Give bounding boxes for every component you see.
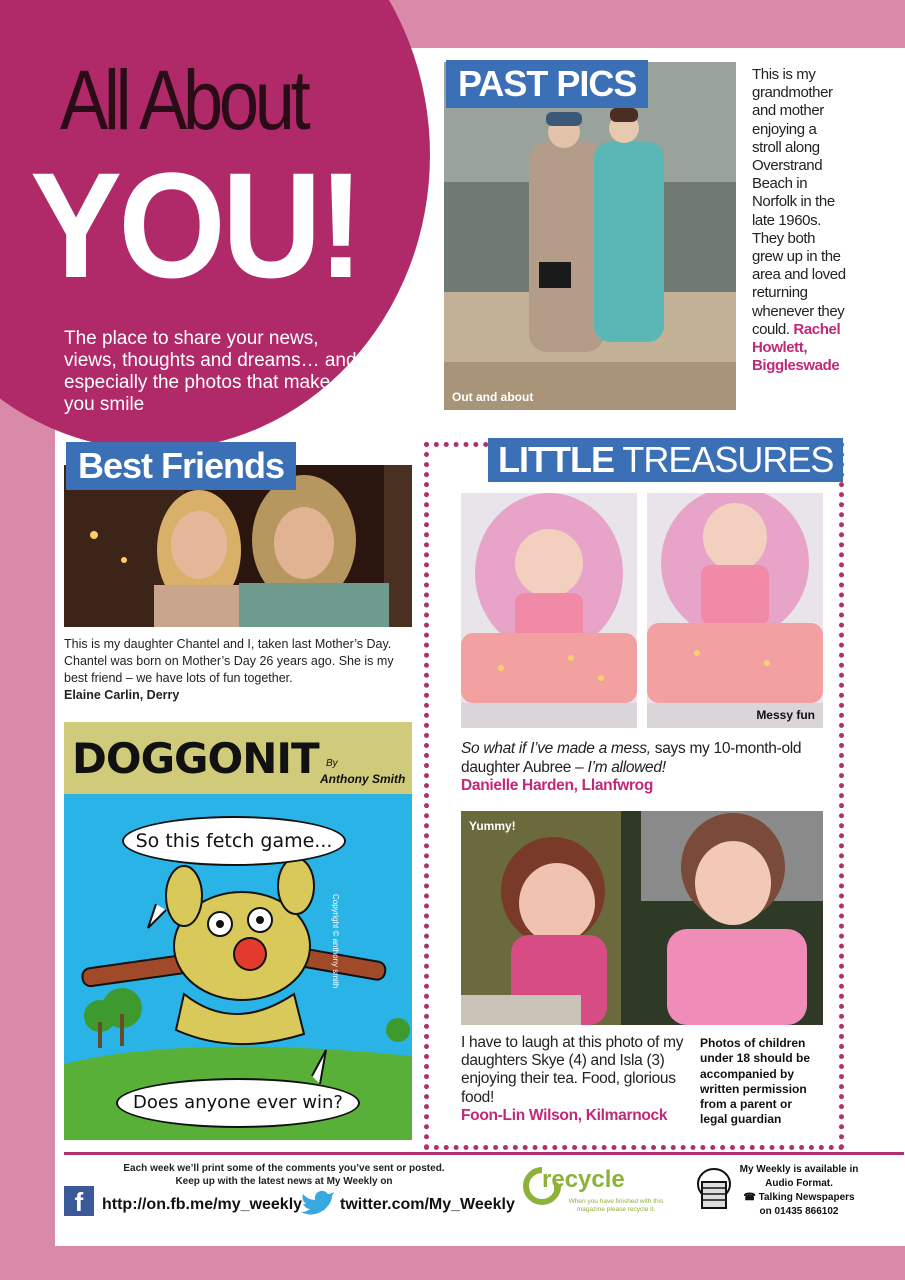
sisters-photo: [461, 811, 823, 1025]
intro-text: The place to share your news, views, thoughts and dreams… and especially the photos that make you smile: [64, 328, 357, 415]
facebook-link[interactable]: http://on.fb.me/my_weekly: [102, 1196, 303, 1213]
comic-artist: Anthony Smith: [320, 772, 406, 786]
comic-bubble-2: Does anyone ever win?: [116, 1078, 360, 1128]
treasures-caption-1-italic2: I’m allowed!: [587, 758, 666, 776]
comic-title: DOGGONIT: [72, 734, 319, 783]
past-pics-photo: [444, 62, 736, 410]
baby-photo-overlay: Messy fun: [756, 708, 815, 722]
recycle-small: When you have finished with this magazine please recycle it.: [568, 1198, 664, 1213]
sisters-photo-overlay: Yummy!: [469, 819, 516, 833]
recycle-word: recycle: [542, 1166, 625, 1193]
treasures-caption-2: [461, 1034, 691, 1125]
audio-format-text: [736, 1163, 862, 1219]
title-line1: All About: [60, 53, 307, 147]
past-pics-label: PAST PICS: [446, 60, 648, 108]
comic-bubble-1: So this fetch game...: [122, 816, 346, 866]
baby-photo-2: [647, 493, 823, 728]
audio-line-2: ☎ Talking Newspapers on 01435 866102: [743, 1192, 855, 1217]
treasures-caption-1-mid: says my 10-month-old daughter Aubree –: [461, 740, 802, 776]
past-pics-overlay: Out and about: [452, 390, 534, 404]
comic-copyright: Copyright © anthony smith: [331, 894, 340, 989]
baby-photo-1: [461, 493, 637, 728]
past-pics-text: This is my grandmother and mother enjoying a stroll along Overstrand Beach in Norfolk in the late 1960s. They both grew up in the area and loved returning whenever they could.: [752, 66, 846, 338]
talking-newspapers-icon: [694, 1166, 734, 1214]
treasures-author-1: Danielle Harden, Llanfwrog: [461, 777, 654, 794]
best-friends-author: Elaine Carlin, Derry: [64, 688, 180, 702]
little-treasures-label-bold: LITTLE: [498, 439, 614, 480]
best-friends-label: Best Friends: [66, 442, 296, 490]
recycle-logo: [520, 1166, 680, 1218]
comic-panel: [64, 794, 412, 1140]
past-pics-author: Rachel Howlett, Biggleswade: [752, 320, 841, 375]
title-line2: YOU!: [30, 141, 361, 309]
photo-permission-notice: Photos of children under 18 should be accompanied by written permission from a parent or legal guardian: [700, 1036, 811, 1127]
treasures-caption-2-text: I have to laugh at this photo of my daughters Skye (4) and Isla (3) enjoying their tea. Food, glorious food!: [461, 1034, 684, 1106]
little-treasures-label: [488, 438, 843, 482]
treasures-caption-1: [461, 740, 821, 796]
little-treasures-label-light: TREASURES: [622, 439, 834, 480]
treasures-caption-1-italic: So what if I’ve made a mess,: [461, 740, 651, 757]
comic-strip: [64, 722, 412, 1140]
treasures-author-2: Foon-Lin Wilson, Kilmarnock: [461, 1106, 668, 1124]
footer-line-1: Each week we’ll print some of the comments you’ve sent or posted.: [123, 1163, 445, 1174]
facebook-icon[interactable]: f: [64, 1186, 94, 1216]
footer-line-2: Keep up with the latest news at My Weekly on: [175, 1176, 393, 1187]
footer-text: [64, 1162, 504, 1188]
twitter-link[interactable]: twitter.com/My_Weekly: [340, 1196, 515, 1213]
comic-by: By: [326, 758, 338, 769]
audio-line-1: My Weekly is available in Audio Format.: [739, 1164, 859, 1189]
best-friends-text: This is my daughter Chantel and I, taken last Mother’s Day. Chantel was born on Mother’s Day 26 years ago. She is my best friend – we have lots of fun together.: [64, 637, 394, 685]
twitter-icon[interactable]: [300, 1188, 336, 1216]
past-pics-caption: [752, 66, 848, 375]
best-friends-caption: [64, 636, 410, 704]
footer-divider: [64, 1152, 904, 1155]
